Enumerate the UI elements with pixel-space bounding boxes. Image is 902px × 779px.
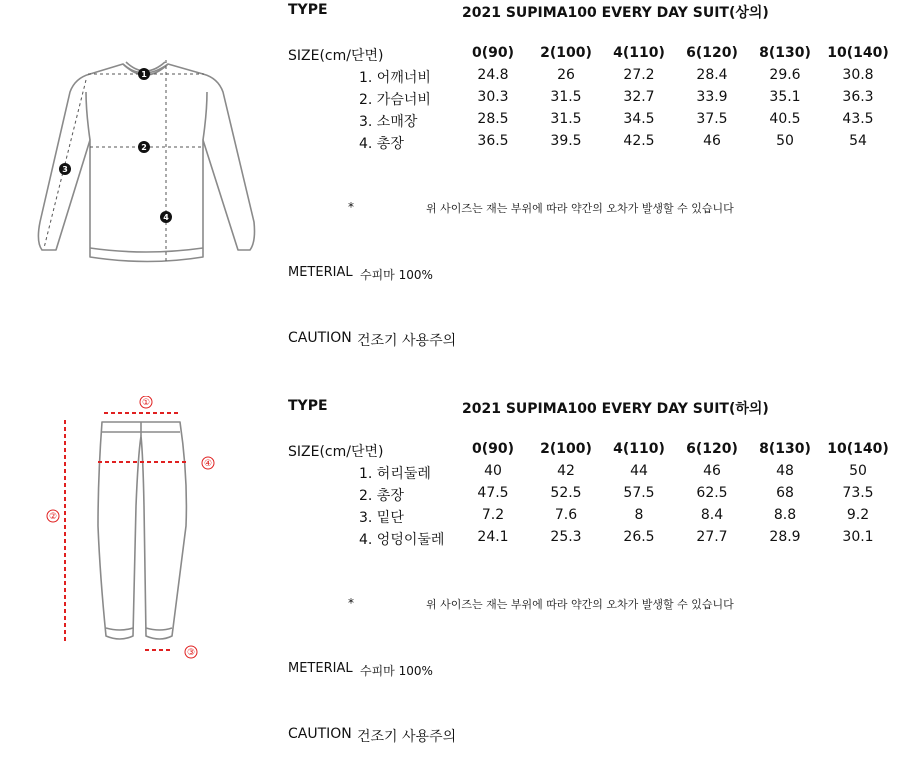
table-cell: 24.1	[477, 529, 509, 545]
product-title: 2021 SUPIMA100 EVERY DAY SUIT(상의)	[462, 5, 769, 21]
table-cell: 35.1	[769, 89, 801, 105]
table-cell: 24.8	[477, 67, 509, 83]
marker-4: 4	[163, 213, 169, 222]
table-cell: 52.5	[550, 485, 582, 501]
table-cell: 8	[634, 507, 644, 523]
size-header: 2(100)	[540, 45, 592, 61]
table-cell: 57.5	[623, 485, 655, 501]
material-label: METERIAL	[288, 265, 353, 280]
product-title: 2021 SUPIMA100 EVERY DAY SUIT(하의)	[462, 401, 769, 417]
table-cell: 33.9	[696, 89, 728, 105]
caution-value: 건조기 사용주의	[357, 333, 457, 349]
table-cell: 46	[703, 463, 721, 479]
size-header: 8(130)	[759, 441, 811, 457]
table-cell: 27.7	[696, 529, 728, 545]
note-mark: *	[348, 596, 354, 610]
marker-4: ④	[203, 459, 213, 469]
size-label: SIZE(cm/단면)	[288, 48, 384, 64]
table-cell: 37.5	[696, 111, 728, 127]
table-cell: 27.2	[623, 67, 655, 83]
table-cell: 73.5	[842, 485, 874, 501]
table-cell: 25.3	[550, 529, 582, 545]
table-cell: 36.5	[477, 133, 509, 149]
material-label: METERIAL	[288, 661, 353, 676]
caution-label: CAUTION	[288, 330, 352, 346]
table-cell: 48	[776, 463, 794, 479]
size-header: 0(90)	[471, 441, 515, 457]
table-cell: 62.5	[696, 485, 728, 501]
table-cell: 47.5	[477, 485, 509, 501]
table-cell: 8.8	[773, 507, 797, 523]
pants-icon	[40, 396, 230, 664]
table-cell: 28.4	[696, 67, 728, 83]
table-cell: 7.2	[481, 507, 505, 523]
table-cell: 40	[484, 463, 502, 479]
row-label: 4. 총장	[359, 136, 404, 152]
table-cell: 30.8	[842, 67, 874, 83]
type-label: TYPE	[288, 398, 328, 414]
size-label: SIZE(cm/단면)	[288, 444, 384, 460]
table-cell: 50	[776, 133, 794, 149]
size-header: 2(100)	[540, 441, 592, 457]
size-header: 0(90)	[471, 45, 515, 61]
table-cell: 50	[849, 463, 867, 479]
table-cell: 36.3	[842, 89, 874, 105]
size-header: 6(120)	[686, 441, 738, 457]
note-mark: *	[348, 200, 354, 214]
table-cell: 31.5	[550, 111, 582, 127]
size-note: 위 사이즈는 재는 부위에 따라 약간의 오차가 발생할 수 있습니다	[426, 598, 734, 611]
material-value: 수피마 100%	[360, 664, 433, 678]
table-cell: 42.5	[623, 133, 655, 149]
table-cell: 34.5	[623, 111, 655, 127]
size-header: 4(110)	[613, 441, 665, 457]
bottom-garment-illustration	[40, 396, 230, 664]
table-cell: 54	[849, 133, 867, 149]
table-cell: 26.5	[623, 529, 655, 545]
marker-3: 3	[62, 165, 68, 174]
row-label: 2. 가슴너비	[359, 92, 431, 108]
top-section	[0, 0, 902, 383]
table-cell: 46	[703, 133, 721, 149]
row-label: 3. 소매장	[359, 114, 418, 130]
sweatshirt-icon	[28, 52, 268, 272]
table-cell: 44	[630, 463, 648, 479]
table-cell: 40.5	[769, 111, 801, 127]
marker-2: 2	[141, 143, 147, 152]
table-cell: 39.5	[550, 133, 582, 149]
table-cell: 26	[557, 67, 575, 83]
table-cell: 32.7	[623, 89, 655, 105]
row-label: 4. 엉덩이둘레	[359, 532, 445, 548]
top-garment-illustration	[28, 52, 268, 272]
size-note: 위 사이즈는 재는 부위에 따라 약간의 오차가 발생할 수 있습니다	[426, 202, 734, 215]
table-cell: 43.5	[842, 111, 874, 127]
table-cell: 68	[776, 485, 794, 501]
marker-1: ①	[141, 398, 151, 408]
row-label: 2. 총장	[359, 488, 404, 504]
table-cell: 30.3	[477, 89, 509, 105]
size-header: 10(140)	[827, 45, 889, 61]
bottom-section	[0, 396, 902, 779]
table-cell: 30.1	[842, 529, 874, 545]
table-cell: 8.4	[700, 507, 724, 523]
marker-1: 1	[141, 70, 147, 79]
caution-value: 건조기 사용주의	[357, 729, 457, 745]
material-value: 수피마 100%	[360, 268, 433, 282]
table-cell: 31.5	[550, 89, 582, 105]
marker-2: ②	[48, 512, 58, 522]
caution-label: CAUTION	[288, 726, 352, 742]
table-cell: 29.6	[769, 67, 801, 83]
table-cell: 42	[557, 463, 575, 479]
row-label: 1. 허리둘레	[359, 466, 431, 482]
size-header: 6(120)	[686, 45, 738, 61]
row-label: 3. 밑단	[359, 510, 404, 526]
table-cell: 28.5	[477, 111, 509, 127]
size-header: 4(110)	[613, 45, 665, 61]
marker-3: ③	[186, 648, 196, 658]
size-header: 8(130)	[759, 45, 811, 61]
table-cell: 7.6	[554, 507, 578, 523]
size-header: 10(140)	[827, 441, 889, 457]
table-cell: 9.2	[846, 507, 870, 523]
type-label: TYPE	[288, 2, 328, 18]
row-label: 1. 어깨너비	[359, 70, 431, 86]
table-cell: 28.9	[769, 529, 801, 545]
